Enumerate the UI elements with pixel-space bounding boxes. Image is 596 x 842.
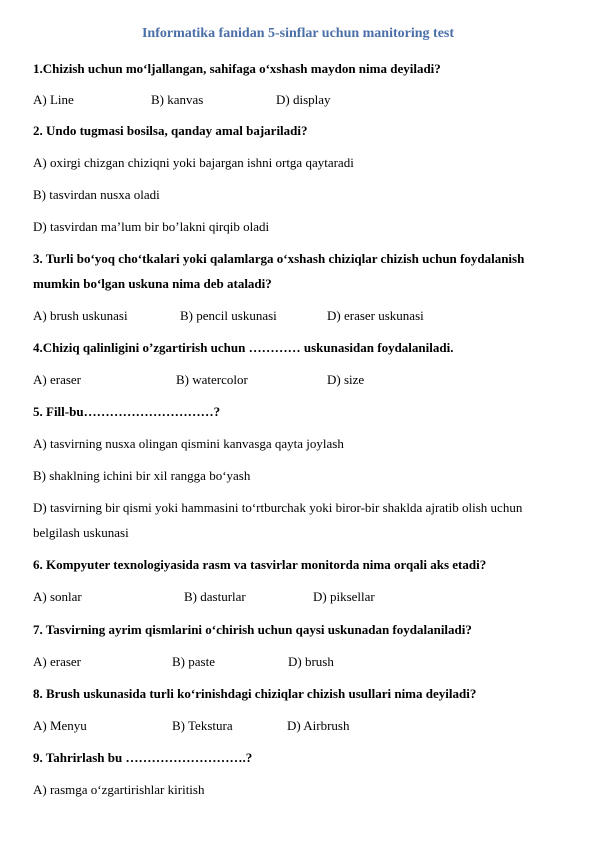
q1-option-d: D) display (276, 92, 331, 107)
q4-option-b: B) watercolor (176, 372, 248, 387)
q5-option-a: A) tasvirning nusxa olingan qismini kanvasga qayta joylash (33, 436, 344, 451)
question-8: 8. Brush uskunasida turli ko‘rinishdagi chiziqlar chizish usullari nima deyiladi? (33, 686, 477, 701)
q8-option-b: B) Tekstura (172, 718, 233, 733)
q3-option-b: B) pencil uskunasi (180, 308, 277, 323)
question-9: 9. Tahrirlash bu ……………………….? (33, 750, 253, 765)
q6-option-d: D) piksellar (313, 589, 375, 604)
q3-option-d: D) eraser uskunasi (327, 308, 424, 323)
q5-option-b: B) shaklning ichini bir xil rangga bo‘yash (33, 468, 251, 483)
q7-option-d: D) brush (288, 654, 334, 669)
question-5: 5. Fill-bu…………………………? (33, 404, 221, 419)
question-2: 2. Undo tugmasi bosilsa, qanday amal bajariladi? (33, 123, 308, 138)
q8-option-d: D) Airbrush (287, 718, 350, 733)
q3-option-a: A) brush uskunasi (33, 308, 128, 323)
q4-option-a: A) eraser (33, 372, 81, 387)
page-title: Informatika fanidan 5-sinflar uchun manitoring test (141, 26, 455, 41)
question-1: 1.Chizish uchun mo‘ljallangan, sahifaga o‘xshash maydon nima deyiladi? (33, 61, 441, 76)
q6-option-b: B) dasturlar (184, 589, 246, 604)
q2-option-a: A) oxirgi chizgan chiziqni yoki bajargan ishni ortga qaytaradi (33, 155, 354, 170)
q2-option-b: B) tasvirdan nusxa oladi (33, 187, 160, 202)
q5-option-d-line-2: belgilash uskunasi (33, 525, 129, 540)
question-6: 6. Kompyuter texnologiyasida rasm va tasvirlar monitorda nima orqali aks etadi? (33, 557, 487, 572)
question-3-line-2: mumkin bo‘lgan uskuna nima deb ataladi? (33, 276, 272, 291)
q8-option-a: A) Menyu (33, 718, 87, 733)
question-3-line-1: 3. Turli bo‘yoq cho‘tkalari yoki qalamlarga o‘xshash chiziqlar chizish uchun foydalanish (33, 251, 525, 266)
question-7: 7. Tasvirning ayrim qismlarini o‘chirish uchun qaysi uskunadan foydalaniladi? (33, 622, 472, 637)
q4-option-d: D) size (327, 372, 365, 387)
q7-option-b: B) paste (172, 654, 215, 669)
q1-option-b: B) kanvas (151, 92, 204, 107)
q9-option-a: A) rasmga o‘zgartirishlar kiritish (33, 782, 205, 797)
q1-option-a: A) Line (33, 92, 74, 107)
q7-option-a: A) eraser (33, 654, 81, 669)
q2-option-d: D) tasvirdan ma’lum bir bo’lakni qirqib oladi (33, 219, 270, 234)
q6-option-a: A) sonlar (33, 589, 82, 604)
q5-option-d-line-1: D) tasvirning bir qismi yoki hammasini to‘rtburchak yoki biror-bir shaklda ajratib olish uchun (33, 500, 523, 515)
question-4: 4.Chiziq qalinligini o’zgartirish uchun ………… uskunasidan foydalaniladi. (33, 340, 454, 355)
